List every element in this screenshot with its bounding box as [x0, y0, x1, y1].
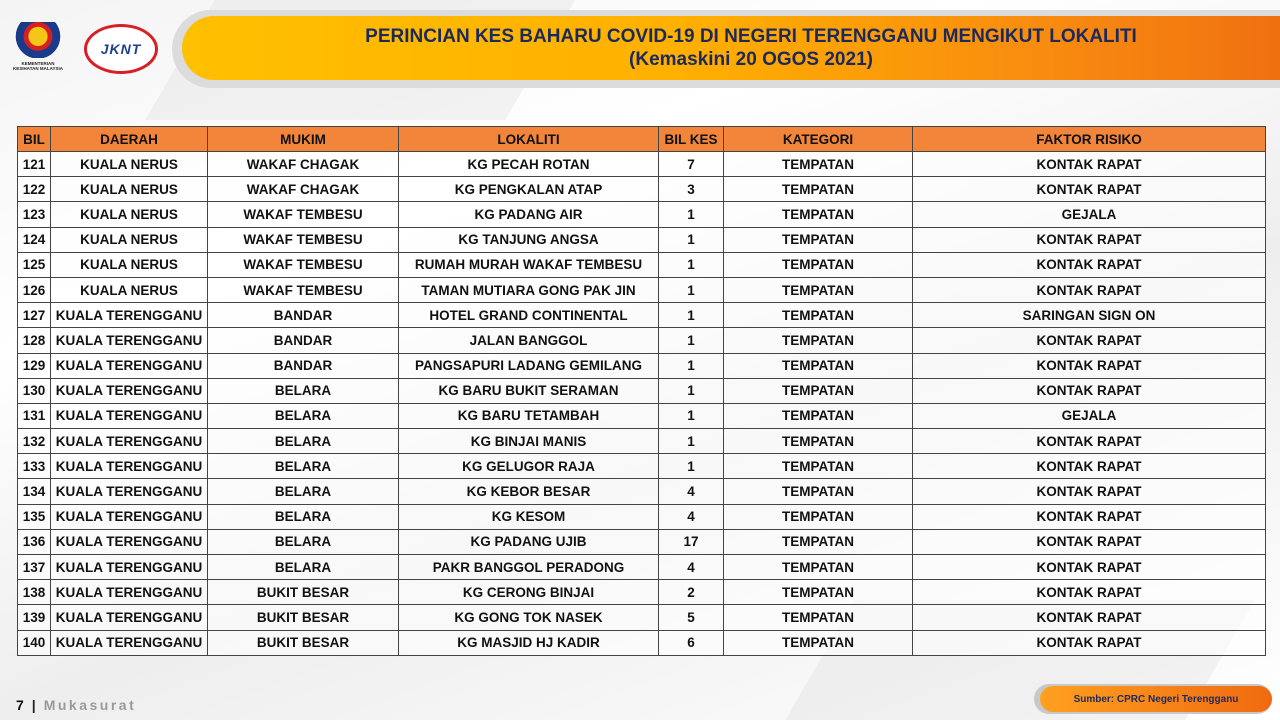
- table-cell: 7: [659, 152, 724, 177]
- table-cell: GEJALA: [913, 403, 1266, 428]
- table-cell: BELARA: [208, 378, 399, 403]
- table-cell: 1: [659, 252, 724, 277]
- table-cell: 127: [18, 303, 51, 328]
- table-cell: KUALA TERENGGANU: [51, 630, 208, 655]
- table-cell: 4: [659, 479, 724, 504]
- table-cell: HOTEL GRAND CONTINENTAL: [399, 303, 659, 328]
- table-cell: KONTAK RAPAT: [913, 152, 1266, 177]
- table-cell: KUALA TERENGGANU: [51, 328, 208, 353]
- table-cell: KUALA TERENGGANU: [51, 403, 208, 428]
- table-cell: 122: [18, 177, 51, 202]
- table-cell: 1: [659, 277, 724, 302]
- page-label: Mukasurat: [43, 697, 137, 713]
- table-row: [18, 378, 1266, 403]
- table-cell: TEMPATAN: [724, 403, 913, 428]
- table-cell: BANDAR: [208, 328, 399, 353]
- table-cell: KONTAK RAPAT: [913, 429, 1266, 454]
- table-cell: 4: [659, 555, 724, 580]
- table-cell: BUKIT BESAR: [208, 605, 399, 630]
- table-cell: BELARA: [208, 555, 399, 580]
- table-row: [18, 353, 1266, 378]
- table-cell: KG KESOM: [399, 504, 659, 529]
- table-cell: 1: [659, 227, 724, 252]
- table-cell: TEMPATAN: [724, 177, 913, 202]
- table-cell: KUALA TERENGGANU: [51, 479, 208, 504]
- table-cell: TEMPATAN: [724, 202, 913, 227]
- table-cell: KG PENGKALAN ATAP: [399, 177, 659, 202]
- column-header: MUKIM: [208, 127, 399, 152]
- table-row: [18, 454, 1266, 479]
- table-cell: TEMPATAN: [724, 353, 913, 378]
- table-row: [18, 429, 1266, 454]
- table-cell: WAKAF TEMBESU: [208, 252, 399, 277]
- table-cell: BANDAR: [208, 303, 399, 328]
- table-cell: KG TANJUNG ANGSA: [399, 227, 659, 252]
- table-cell: KONTAK RAPAT: [913, 177, 1266, 202]
- table-cell: 132: [18, 429, 51, 454]
- table-header-row: [18, 127, 1266, 152]
- column-header: KATEGORI: [724, 127, 913, 152]
- moh-logo-caption: KEMENTERIAN KESIHATAN MALAYSIA: [13, 61, 63, 71]
- table-row: [18, 504, 1266, 529]
- table-cell: KUALA NERUS: [51, 177, 208, 202]
- table-cell: 137: [18, 555, 51, 580]
- table-row: [18, 177, 1266, 202]
- table-cell: 136: [18, 529, 51, 554]
- table-cell: TEMPATAN: [724, 580, 913, 605]
- table-row: [18, 252, 1266, 277]
- table-cell: KONTAK RAPAT: [913, 605, 1266, 630]
- column-header: FAKTOR RISIKO: [913, 127, 1266, 152]
- table-cell: KG PADANG UJIB: [399, 529, 659, 554]
- table-cell: 1: [659, 202, 724, 227]
- table-cell: KUALA TERENGGANU: [51, 555, 208, 580]
- table-cell: KUALA TERENGGANU: [51, 580, 208, 605]
- table-cell: TEMPATAN: [724, 479, 913, 504]
- table-cell: KG BINJAI MANIS: [399, 429, 659, 454]
- table-cell: TEMPATAN: [724, 605, 913, 630]
- table-row: [18, 479, 1266, 504]
- table-cell: KONTAK RAPAT: [913, 227, 1266, 252]
- column-header: LOKALITI: [399, 127, 659, 152]
- table-cell: KUALA NERUS: [51, 152, 208, 177]
- table-cell: KG GONG TOK NASEK: [399, 605, 659, 630]
- table-cell: 135: [18, 504, 51, 529]
- table-cell: 121: [18, 152, 51, 177]
- page-separator: |: [31, 697, 36, 713]
- table-cell: KONTAK RAPAT: [913, 378, 1266, 403]
- table-cell: KUALA TERENGGANU: [51, 504, 208, 529]
- table-cell: PAKR BANGGOL PERADONG: [399, 555, 659, 580]
- table-cell: KG PECAH ROTAN: [399, 152, 659, 177]
- table-cell: 140: [18, 630, 51, 655]
- table-cell: KUALA TERENGGANU: [51, 529, 208, 554]
- table-cell: BELARA: [208, 429, 399, 454]
- moh-logo: [12, 22, 64, 78]
- table-cell: PANGSAPURI LADANG GEMILANG: [399, 353, 659, 378]
- jknt-logo: [84, 24, 158, 74]
- table-cell: 128: [18, 328, 51, 353]
- table-cell: KG PADANG AIR: [399, 202, 659, 227]
- table-row: [18, 303, 1266, 328]
- table-cell: KONTAK RAPAT: [913, 555, 1266, 580]
- table-cell: 1: [659, 403, 724, 428]
- table-cell: TEMPATAN: [724, 303, 913, 328]
- table-cell: TEMPATAN: [724, 454, 913, 479]
- table-cell: 129: [18, 353, 51, 378]
- table-cell: KUALA NERUS: [51, 252, 208, 277]
- table-cell: KG MASJID HJ KADIR: [399, 630, 659, 655]
- table-cell: KUALA TERENGGANU: [51, 605, 208, 630]
- table-cell: KONTAK RAPAT: [913, 529, 1266, 554]
- table-cell: BELARA: [208, 479, 399, 504]
- table-row: [18, 605, 1266, 630]
- table-cell: KONTAK RAPAT: [913, 580, 1266, 605]
- table-row: [18, 328, 1266, 353]
- table-cell: KUALA TERENGGANU: [51, 303, 208, 328]
- column-header: DAERAH: [51, 127, 208, 152]
- table-cell: 1: [659, 429, 724, 454]
- table-cell: BELARA: [208, 504, 399, 529]
- table-cell: 124: [18, 227, 51, 252]
- table-cell: 3: [659, 177, 724, 202]
- table-cell: BELARA: [208, 403, 399, 428]
- table-cell: TAMAN MUTIARA GONG PAK JIN: [399, 277, 659, 302]
- table-cell: 2: [659, 580, 724, 605]
- table-cell: KONTAK RAPAT: [913, 454, 1266, 479]
- table-cell: 1: [659, 303, 724, 328]
- table-cell: 6: [659, 630, 724, 655]
- table-cell: WAKAF TEMBESU: [208, 202, 399, 227]
- source-text: Sumber: CPRC Negeri Terengganu: [1073, 693, 1239, 705]
- table-row: [18, 152, 1266, 177]
- cases-table: [17, 126, 1266, 656]
- table-cell: KONTAK RAPAT: [913, 328, 1266, 353]
- table-cell: WAKAF TEMBESU: [208, 227, 399, 252]
- table-cell: 130: [18, 378, 51, 403]
- table-cell: TEMPATAN: [724, 555, 913, 580]
- jknt-logo-text: JKNT: [100, 41, 142, 57]
- column-header: BIL: [18, 127, 51, 152]
- malaysia-crest-icon: [15, 22, 61, 58]
- table-cell: KUALA NERUS: [51, 202, 208, 227]
- table-cell: BUKIT BESAR: [208, 630, 399, 655]
- table-cell: BUKIT BESAR: [208, 580, 399, 605]
- table-cell: KONTAK RAPAT: [913, 252, 1266, 277]
- page-number-block: [16, 697, 136, 713]
- table-cell: 131: [18, 403, 51, 428]
- table-cell: KUALA TERENGGANU: [51, 454, 208, 479]
- table-cell: KONTAK RAPAT: [913, 630, 1266, 655]
- title-banner: [182, 16, 1280, 80]
- page-subtitle: (Kemaskini 20 OGOS 2021): [629, 49, 873, 70]
- table-cell: BANDAR: [208, 353, 399, 378]
- table-row: [18, 555, 1266, 580]
- table-row: [18, 277, 1266, 302]
- table-cell: WAKAF TEMBESU: [208, 277, 399, 302]
- table-cell: 5: [659, 605, 724, 630]
- table-cell: KG BARU BUKIT SERAMAN: [399, 378, 659, 403]
- table-cell: 133: [18, 454, 51, 479]
- table-cell: TEMPATAN: [724, 277, 913, 302]
- table-cell: JALAN BANGGOL: [399, 328, 659, 353]
- table-cell: 1: [659, 454, 724, 479]
- table-row: [18, 580, 1266, 605]
- source-badge: [1040, 686, 1272, 712]
- column-header: BIL KES: [659, 127, 724, 152]
- table-cell: KONTAK RAPAT: [913, 277, 1266, 302]
- table-cell: 4: [659, 504, 724, 529]
- table-cell: TEMPATAN: [724, 378, 913, 403]
- table-cell: KONTAK RAPAT: [913, 353, 1266, 378]
- table-cell: KONTAK RAPAT: [913, 504, 1266, 529]
- table-cell: 134: [18, 479, 51, 504]
- table-row: [18, 202, 1266, 227]
- table-cell: BELARA: [208, 529, 399, 554]
- table-cell: 1: [659, 378, 724, 403]
- page-title: PERINCIAN KES BAHARU COVID-19 DI NEGERI TERENGGANU MENGIKUT LOKALITI: [365, 26, 1137, 47]
- table-cell: TEMPATAN: [724, 152, 913, 177]
- table-cell: BELARA: [208, 454, 399, 479]
- table-cell: 17: [659, 529, 724, 554]
- table-row: [18, 403, 1266, 428]
- table-cell: WAKAF CHAGAK: [208, 177, 399, 202]
- table-cell: 1: [659, 353, 724, 378]
- table-cell: TEMPATAN: [724, 429, 913, 454]
- table-cell: KG BARU TETAMBAH: [399, 403, 659, 428]
- table-cell: KUALA TERENGGANU: [51, 378, 208, 403]
- table-cell: GEJALA: [913, 202, 1266, 227]
- table-cell: 126: [18, 277, 51, 302]
- table-cell: KG KEBOR BESAR: [399, 479, 659, 504]
- table-cell: TEMPATAN: [724, 252, 913, 277]
- table-row: [18, 227, 1266, 252]
- table-cell: KONTAK RAPAT: [913, 479, 1266, 504]
- table-cell: KUALA NERUS: [51, 227, 208, 252]
- page-number: 7: [16, 697, 24, 713]
- table-cell: 1: [659, 328, 724, 353]
- table-row: [18, 630, 1266, 655]
- table-cell: TEMPATAN: [724, 529, 913, 554]
- table-cell: KUALA NERUS: [51, 277, 208, 302]
- table-cell: 139: [18, 605, 51, 630]
- table-cell: WAKAF CHAGAK: [208, 152, 399, 177]
- table-cell: SARINGAN SIGN ON: [913, 303, 1266, 328]
- table-cell: RUMAH MURAH WAKAF TEMBESU: [399, 252, 659, 277]
- table-cell: TEMPATAN: [724, 328, 913, 353]
- table-cell: TEMPATAN: [724, 227, 913, 252]
- table-cell: TEMPATAN: [724, 630, 913, 655]
- table-cell: KUALA TERENGGANU: [51, 353, 208, 378]
- table-cell: TEMPATAN: [724, 504, 913, 529]
- table-cell: KG GELUGOR RAJA: [399, 454, 659, 479]
- table-cell: 138: [18, 580, 51, 605]
- table-row: [18, 529, 1266, 554]
- table-cell: KG CERONG BINJAI: [399, 580, 659, 605]
- table-cell: 123: [18, 202, 51, 227]
- table-cell: 125: [18, 252, 51, 277]
- table-cell: KUALA TERENGGANU: [51, 429, 208, 454]
